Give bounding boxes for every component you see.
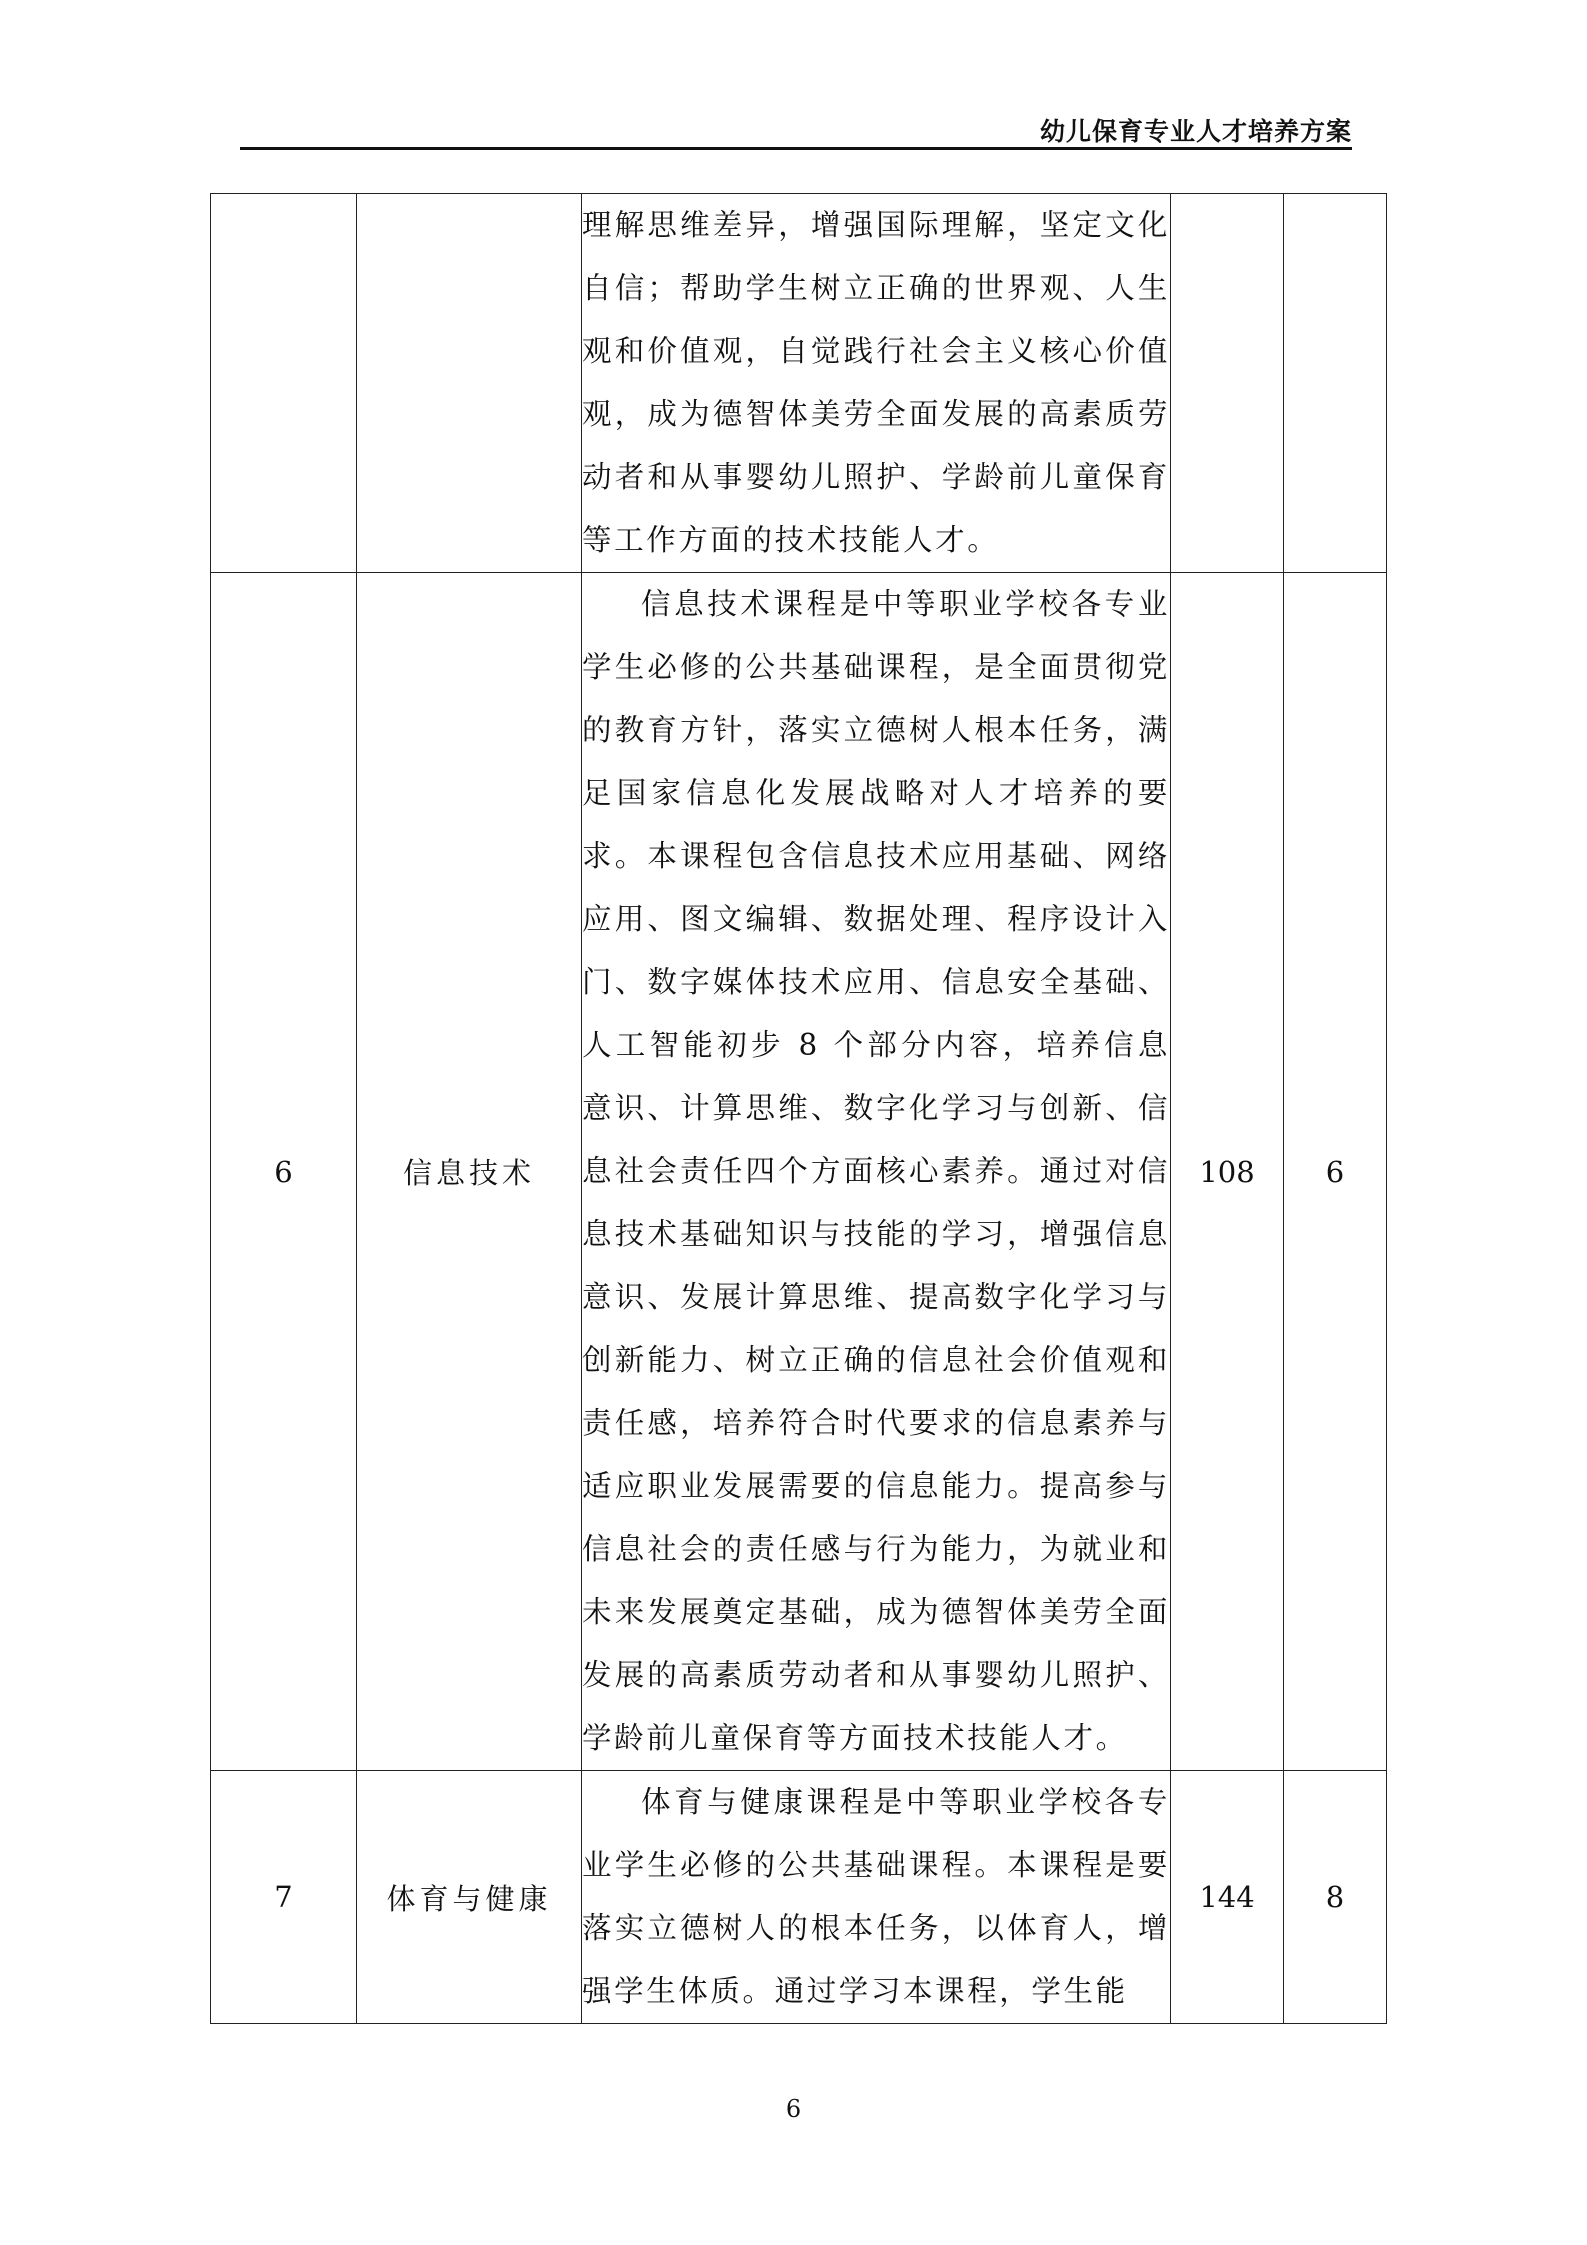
course-description-text: 信息技术课程是中等职业学校各专业学生必修的公共基础课程，是全面贯彻党的教育方针，落实立德树人根本任务，满足国家信息化发展战略对人才培养的要求。本课程包含信息技术应用基础、网络应用、图文编辑、数据处理、程序设计入门、数字媒体技术应用、信息安全基础、人工智能初步 8 个部分内容，培养信息意识、计算思维、数字化学习与创新、信息社会责任四个方面核心素养。通过对信息技术基础知识与技能的学习，增强信息意识、发展计算思维、提高数字化学习与创新能力、树立正确的信息社会价值观和责任感，培养符合时代要求的信息素养与适应职业发展需要的信息能力。提高参与信息社会的责任感与行为能力，为就业和未来发展奠定基础，成为德智体美劳全面发展的高素质劳动者和从事婴幼儿照护、学龄前儿童保育等方面技术技能人才。 (582, 587, 1170, 1755)
course-number-cell: 7 (211, 1771, 357, 2024)
course-credits-cell: 8 (1284, 1771, 1387, 2024)
page-number: 6 (785, 2095, 802, 2123)
course-description-cell (582, 1771, 1171, 2024)
course-description-cell (582, 573, 1171, 1771)
table-row (211, 573, 1387, 1771)
course-name-cell: 信息技术 (357, 573, 582, 1771)
course-description-text: 理解思维差异，增强国际理解，坚定文化自信；帮助学生树立正确的世界观、人生观和价值观，自觉践行社会主义核心价值观，成为德智体美劳全面发展的高素质劳动者和从事婴幼儿照护、学龄前儿童保育等工作方面的技术技能人才。 (582, 208, 1170, 557)
course-description-text: 体育与健康课程是中等职业学校各专业学生必修的公共基础课程。本课程是要落实立德树人的根本任务，以体育人，增强学生体质。通过学习本课程，学生能 (582, 1785, 1170, 2008)
course-name-cell: 体育与健康 (357, 1771, 582, 2024)
course-table (210, 193, 1387, 2024)
table-row (211, 194, 1387, 573)
course-number-cell (211, 194, 357, 573)
course-hours-cell (1171, 194, 1284, 573)
table-row (211, 1771, 1387, 2024)
course-hours-cell: 108 (1171, 573, 1284, 1771)
course-name-cell (357, 194, 582, 573)
document-header-title: 幼儿保育专业人才培养方案 (1039, 117, 1352, 146)
header-divider (240, 147, 1352, 150)
course-number-cell: 6 (211, 573, 357, 1771)
course-credits-cell (1284, 194, 1387, 573)
course-description-cell (582, 194, 1171, 573)
course-hours-cell: 144 (1171, 1771, 1284, 2024)
course-credits-cell: 6 (1284, 573, 1387, 1771)
